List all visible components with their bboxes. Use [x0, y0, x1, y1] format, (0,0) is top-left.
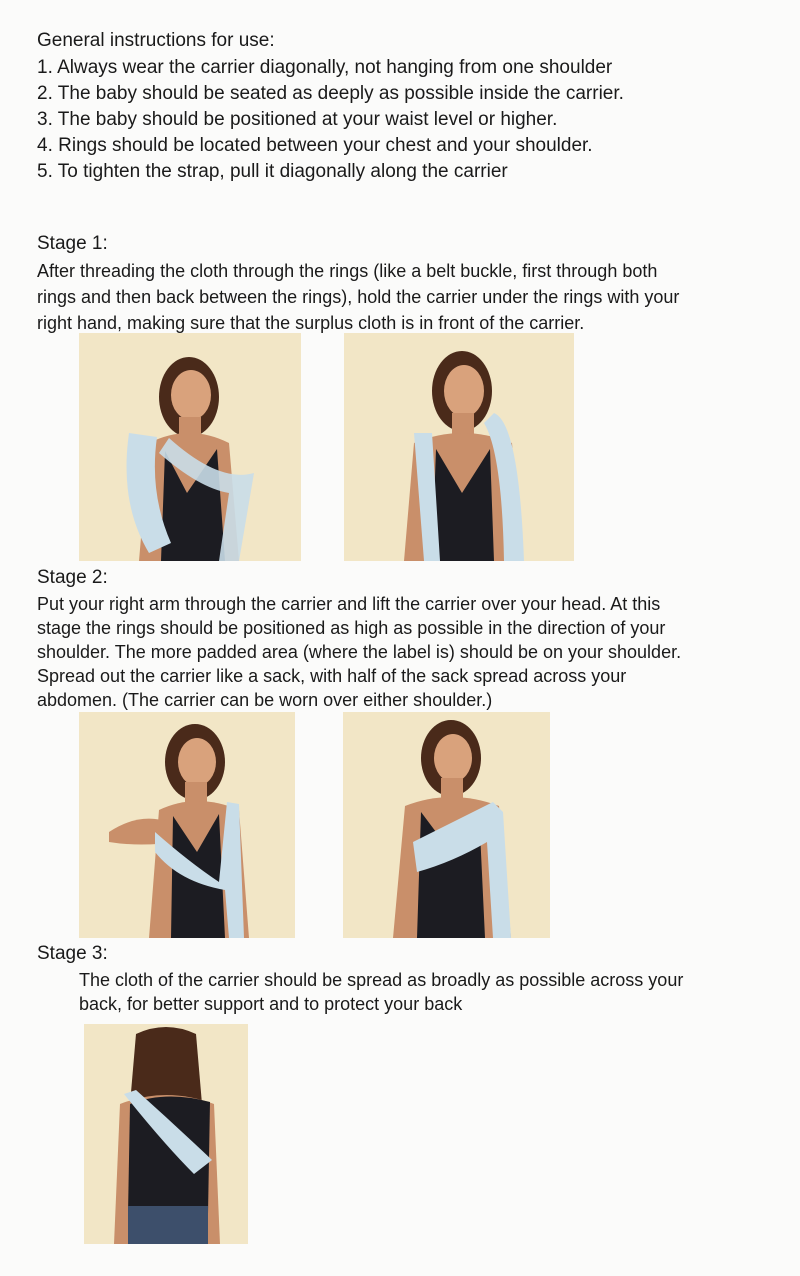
stage3-line-2: back, for better support and to protect your back — [79, 994, 463, 1014]
stage2-title: Stage 2: — [37, 567, 108, 588]
general-item-2: 2. The baby should be seated as deeply as possible inside the carrier. — [37, 83, 624, 104]
stage3-title: Stage 3: — [37, 943, 108, 964]
stage3-photo — [84, 1024, 248, 1244]
stage1-photo-right — [344, 333, 574, 561]
stage2-line-1: Put your right arm through the carrier and lift the carrier over your head. At this — [37, 594, 661, 614]
stage1-title: Stage 1: — [37, 233, 108, 254]
general-item-4: 4. Rings should be located between your chest and your shoulder. — [37, 135, 593, 156]
stage1-line-3: right hand, making sure that the surplus cloth is in front of the carrier. — [37, 313, 585, 333]
general-item-5: 5. To tighten the strap, pull it diagonally along the carrier — [37, 161, 508, 182]
stage2-line-5: abdomen. (The carrier can be worn over either shoulder.) — [37, 690, 493, 710]
stage1-line-2: rings and then back between the rings), hold the carrier under the rings with your — [37, 287, 680, 307]
general-item-1: 1. Always wear the carrier diagonally, not hanging from one shoulder — [37, 57, 613, 78]
stage1-photo-left — [79, 333, 301, 561]
stage3-line-1: The cloth of the carrier should be spread as broadly as possible across your — [79, 970, 684, 990]
stage2-line-2: stage the rings should be positioned as high as possible in the direction of your — [37, 618, 666, 638]
stage2-line-4: Spread out the carrier like a sack, with half of the sack spread across your — [37, 666, 627, 686]
general-heading: General instructions for use: — [37, 30, 275, 51]
stage1-line-1: After threading the cloth through the rings (like a belt buckle, first through both — [37, 261, 658, 281]
stage2-photo-right — [343, 712, 550, 938]
stage2-photo-left — [79, 712, 295, 938]
stage2-line-3: shoulder. The more padded area (where the label is) should be on your shoulder. — [37, 642, 682, 662]
general-item-3: 3. The baby should be positioned at your waist level or higher. — [37, 109, 558, 130]
